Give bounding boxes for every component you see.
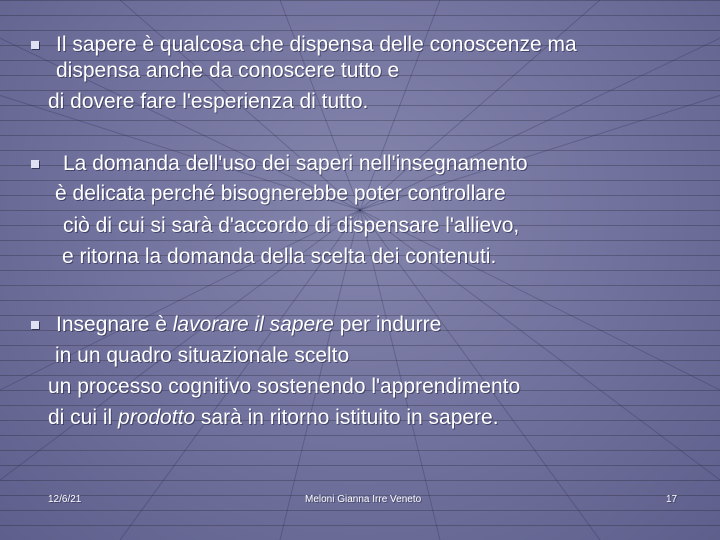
bullet-3-line-4-text-end: sarà in ritorno istituito in sapere.	[195, 406, 499, 429]
bullet-1-line-2: dispensa anche da conoscere tutto e	[56, 59, 400, 82]
footer-date: 12/6/21	[48, 494, 82, 505]
bullet-1-line-1: Il sapere è qualcosa che dispensa delle conoscenze ma	[56, 33, 577, 56]
bullet-3-line-3: un processo cognitivo sostenendo l'apprendimento	[48, 375, 521, 398]
square-bullet-icon	[31, 41, 39, 49]
bullet-3-line-1-text-end: per indurre	[333, 313, 442, 336]
bullet-3-line-2: in un quadro situazionale scelto	[55, 344, 350, 367]
square-bullet-icon	[31, 160, 39, 168]
square-bullet-icon	[31, 321, 39, 329]
bullet-1-line-3: di dovere fare l'esperienza di tutto.	[48, 90, 369, 113]
bullet-2-line-4: e ritorna la domanda della scelta dei contenuti.	[62, 245, 497, 268]
bullet-2-line-3: ciò di cui si sarà d'accordo di dispensare l'allievo,	[63, 214, 520, 237]
footer-author: Meloni Gianna Irre Veneto	[305, 494, 422, 505]
bullet-3-line-4-emphasis: prodotto	[118, 406, 196, 429]
bullet-2-line-2: è delicata perché bisognerebbe poter controllare	[55, 182, 506, 205]
bullet-3-line-4-text: di cui il	[48, 406, 119, 429]
bullet-3-line-4	[48, 403, 499, 433]
bullet-3-line-1-text: Insegnare è	[56, 313, 173, 336]
bullet-3-line-1	[56, 310, 441, 340]
footer-page-number: 17	[666, 494, 678, 505]
bullet-3-line-1-emphasis: lavorare il sapere	[172, 313, 334, 336]
bullet-2-line-1: La domanda dell'uso dei saperi nell'insegnamento	[63, 152, 528, 175]
